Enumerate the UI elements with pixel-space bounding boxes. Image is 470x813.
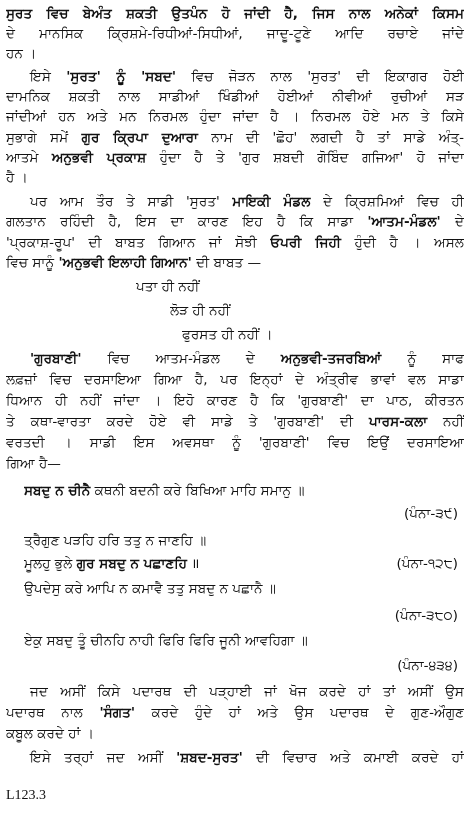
- text-line: [6, 4, 464, 24]
- page-ref-text: (ਪੰਨਾ-੩੮੦): [394, 608, 458, 624]
- text-line: [6, 212, 464, 232]
- verse-line: ਏਕੁ ਸਬਦੁ ਤੂੰ ਚੀਨਹਿ ਨਾਹੀ ਫਿਰਿ ਫਿਰਿ ਜੂਨੀ ਆਵਹਿਗਾ ॥: [24, 633, 308, 649]
- text-line: ਕਬੂਲ ਕਰਦੇ ਹਾਂ ।: [6, 726, 94, 742]
- emphasis: ਗੁਰ ਸਬਦੁ ਨ ਪਛਾਣਹਿ: [76, 556, 187, 572]
- quote-line: ਲੋੜ ਹੀ ਨਹੀਂ: [170, 303, 231, 319]
- verse-line: ਉਪਦੇਸੁ ਕਰੇ ਆਪਿ ਨ ਕਮਾਵੈ ਤਤੁ ਸਬਦੁ ਨ ਪਛਾਨੈ ॥: [24, 581, 276, 597]
- quote-line: ਪਤਾ ਹੀ ਨਹੀਂ: [136, 279, 200, 295]
- emphasis: 'ਗੁਰਬਾਣੀ': [30, 351, 82, 367]
- text-line: ਦਾਮਨਿਕ ਸ਼ਕਤੀ ਨਾਲ ਸਾਡੀਆਂ ਖਿੰਡੀਆਂ ਹੋਈਆਂ ਨੀਵੀਆਂ ਰੁਚੀਆਂ ਸੜ: [6, 89, 464, 105]
- text-line: [6, 748, 464, 768]
- text-span: ਦੀ ਵਿਚਾਰ ਅਤੇ ਕਮਾਈ ਕਰਦੇ ਹਾਂ: [242, 750, 464, 766]
- text-span: ਤੇ ਕਥਾ-ਵਾਰਤਾ ਕਰਦੇ ਹੋਏ ਵੀ ਸਾਡੇ ਤੇ 'ਗੁਰਬਾਣੀ' ਦੀ: [6, 414, 369, 430]
- emphasis: 'ਅਨੁਭਵੀ ਇਲਾਹੀ ਗਿਆਨ': [58, 255, 192, 271]
- emphasis: ਗੁਰ ਕ੍ਰਿਪਾ ਦੁਆਰਾ: [81, 130, 198, 146]
- text-span: ਦੀ ਬਾਬਤ —: [191, 255, 262, 271]
- text-span: ਇਸੇ: [30, 69, 67, 85]
- text-span: ਗਲਤਾਨ ਰਹਿੰਦੀ ਹੈ, ਇਸ ਦਾ ਕਾਰਣ ਇਹ ਹੈ ਕਿ ਸਾਡਾ: [6, 214, 368, 230]
- page-reference: [6, 504, 464, 524]
- text-span: ਹੁੰਦੀ ਹੈ । ਅਸਲ: [341, 235, 464, 251]
- emphasis: ਸਬਦੁ ਨ ਚੀਨੈ: [24, 483, 91, 499]
- text-line: ਹੈ ।: [6, 170, 28, 186]
- text-line: [6, 253, 464, 273]
- emphasis: ਮਾਇਕੀ ਮੰਡਲ: [232, 194, 311, 210]
- emphasis: 'ਸੰਗਤ': [99, 705, 135, 721]
- text-span: ਮੂਲਹੁ ਭੁਲੇ: [24, 556, 77, 572]
- text-line: [6, 412, 464, 432]
- emphasis: ਸੁਰਤ ਵਿਚ ਬੇਅੰਤ ਸ਼ਕਤੀ ਉਤਪੰਨ ਹੋ ਜਾਂਦੀ ਹੈ, ਜਿਸ ਨਾਲ ਅਨੇਕਾਂ ਕਿਸਮ: [6, 6, 464, 22]
- text-span: ਹੁੰਦਾ ਹੈ ਤੇ 'ਗੁਰ ਸ਼ਬਦੀ ਗੋਬਿੰਦ ਗਜਿਆ' ਹੋ ਜਾਂਦਾ: [146, 150, 464, 166]
- page-ref-text: (ਪੰਨਾ-੧੨੮): [396, 556, 458, 572]
- emphasis: ਪਾਰਸ-ਕਲਾ: [369, 414, 428, 430]
- verse-line: [24, 481, 464, 501]
- text-line: [6, 233, 464, 253]
- text-line: [6, 67, 464, 87]
- page-ref-text: (ਪੰਨਾ-੩੯): [403, 506, 458, 522]
- emphasis: 'ਸੁਰਤ' ਨੂੰ 'ਸਬਦ': [66, 69, 176, 85]
- emphasis: ਅਨੁਭਵੀ ਪ੍ਰਕਾਸ਼: [51, 150, 147, 166]
- text-span: ਆਤਮੇ: [6, 150, 52, 166]
- text-span: ਪਦਾਰਥ ਨਾਲ: [6, 705, 100, 721]
- emphasis: ਅਨੁਭਵੀ-ਤਜਰਬਿਆਂ: [280, 351, 382, 367]
- text-line: [6, 703, 464, 723]
- verse-line: ਤ੍ਰੈਗੁਣ ਪੜਹਿ ਹਰਿ ਤਤੁ ਨ ਜਾਣਹਿ ॥: [24, 533, 207, 549]
- quote-line: ਫੁਰਸਤ ਹੀ ਨਹੀਂ ।: [182, 327, 273, 343]
- text-span: ਦੇ ਕ੍ਰਿਸ਼ਮਿਆਂ ਵਿਚ ਹੀ: [310, 194, 464, 210]
- text-line: ਗਿਆ ਹੈ—: [6, 456, 61, 472]
- text-span: 'ਪ੍ਰਕਾਸ਼-ਰੂਪ' ਦੀ ਬਾਬਤ ਗਿਆਨ ਜਾਂ ਸੋਝੀ: [6, 235, 271, 251]
- page-reference: [6, 554, 464, 574]
- text-line: ਜਦ ਅਸੀਂ ਕਿਸੇ ਪਦਾਰਥ ਦੀ ਪੜ੍ਹਾਈ ਜਾਂ ਖੋਜ ਕਰਦੇ ਹਾਂ ਤਾਂ ਅਸੀਂ ਉਸ: [30, 684, 464, 700]
- text-span: ਕਰਦੇ ਹੁੰਦੇ ਹਾਂ ਅਤੇ ਉਸ ਪਦਾਰਥ ਦੇ ਗੁਣ-ਔਗੁਣ: [134, 705, 464, 721]
- text-span: ਕਥਨੀ ਬਦਨੀ ਕਰੇ ਬਿਖਿਆ ਮਾਹਿ ਸਮਾਨੁ ॥: [90, 483, 305, 499]
- text-span: ਨਾਮ ਦੀ 'ਛੋਹ' ਲਗਦੀ ਹੈ ਤਾਂ ਸਾਡੇ ਅੰਤ੍-: [197, 130, 464, 146]
- text-line: ਜਾਂਦੀਆਂ ਹਨ ਅਤੇ ਮਨ ਨਿਰਮਲ ਹੁੰਦਾ ਜਾਂਦਾ ਹੈ । ਨਿਰਮਲ ਹੋਏ ਮਨ ਤੇ ਕਿਸੇ: [6, 109, 464, 125]
- text-line: ਦੇ ਮਾਨਸਿਕ ਕ੍ਰਿਸ਼ਮੇ-ਰਿਧੀਆਂ-ਸਿਧੀਆਂ, ਜਾਦੂ-ਟੂਣੇ ਆਦਿ ਰਚਾਏ ਜਾਂਦੇ: [6, 26, 464, 42]
- text-line: ਹਨ ।: [6, 46, 37, 62]
- text-span: ਪਰ ਆਮ ਤੌਰ ਤੇ ਸਾਡੀ 'ਸੁਰਤ': [30, 194, 233, 210]
- emphasis: 'ਸ਼ਬਦ-ਸੁਰਤ': [176, 750, 243, 766]
- page-reference: [6, 656, 464, 676]
- text-span: ਸੁਭਾਗੇ ਸਮੇਂ: [6, 130, 82, 146]
- page-ref-text: (ਪੰਨਾ-੪੩੪): [397, 658, 458, 674]
- text-line: ਧਿਆਨ ਹੀ ਨਹੀਂ ਜਾਂਦਾ । ਇਹੋ ਕਾਰਣ ਹੈ ਕਿ 'ਗੁਰਬਾਣੀ' ਦਾ ਪਾਠ, ਕੀਰਤਨ: [6, 393, 464, 409]
- text-line: ਲਫ਼ਜ਼ਾਂ ਵਿਚ ਦਰਸਾਇਆ ਗਿਆ ਹੈ, ਪਰ ਇਨ੍ਹਾਂ ਦੇ ਅੰਤ੍ਰੀਵ ਭਾਵਾਂ ਵਲ ਸਾਡਾ: [6, 372, 464, 388]
- text-span: ਨਹੀਂ: [427, 414, 464, 430]
- text-span: ਇਸੇ ਤਰ੍ਹਾਂ ਜਦ ਅਸੀਂ: [30, 750, 177, 766]
- emphasis: ਓਪਰੀ ਜਿਹੀ: [270, 235, 341, 251]
- page-reference: [6, 606, 464, 626]
- text-line: [6, 192, 464, 212]
- text-line: [6, 349, 464, 369]
- emphasis: 'ਆਤਮ-ਮੰਡਲ': [367, 214, 441, 230]
- text-line: [6, 148, 464, 168]
- text-line: ਵਰਤਦੀ । ਸਾਡੀ ਇਸ ਅਵਸਥਾ ਨੂੰ 'ਗੁਰਬਾਣੀ' ਵਿਚ ਇਉਂ ਦਰਸਾਇਆ: [6, 435, 464, 451]
- text-span: ਨੂੰ ਸਾਫ: [381, 351, 464, 367]
- text-span: ॥: [186, 556, 200, 572]
- text-span: ਵਿਚ ਜੋੜਨ ਨਾਲ 'ਸੁਰਤ' ਦੀ ਇਕਾਗਰ ਹੋਈ: [176, 69, 464, 85]
- text-span: ਵਿਚ ਆਤਮ-ਮੰਡਲ ਦੇ: [81, 351, 281, 367]
- text-span: ਦੇ: [440, 214, 464, 230]
- page-label: L123.3: [6, 788, 47, 803]
- text-line: [6, 128, 464, 148]
- text-span: ਵਿਚ ਸਾਨੂੰ: [6, 255, 59, 271]
